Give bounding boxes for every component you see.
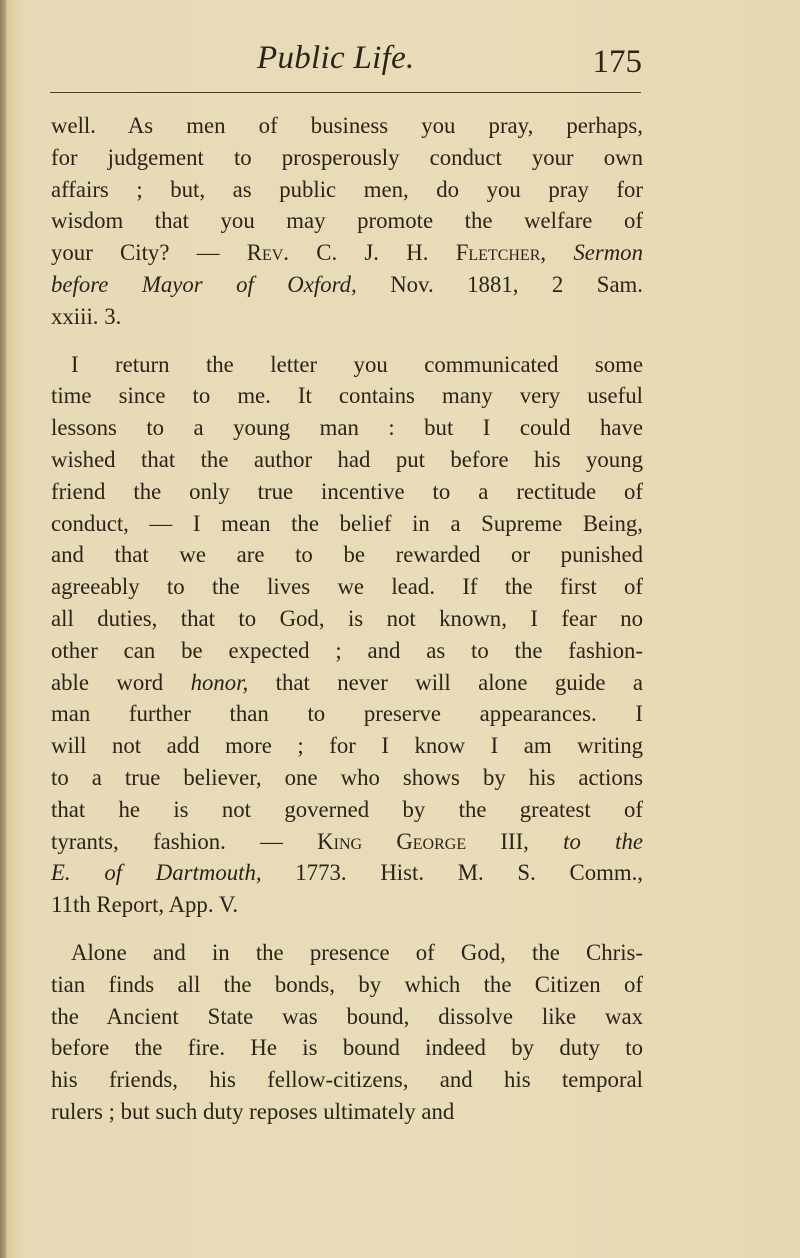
paragraph bbox=[51, 349, 643, 921]
text-line: your City? — Rev. C. J. H. Fletcher, Sermon bbox=[51, 240, 643, 266]
text-line: man further than to preserve appearances. I bbox=[51, 701, 643, 727]
text-line: wished that the author had put before his young bbox=[51, 446, 643, 472]
italic-text: honor, bbox=[190, 669, 249, 695]
body-text bbox=[51, 110, 643, 1128]
page-header bbox=[52, 30, 642, 80]
text-line: rulers ; but such duty reposes ultimately and bbox=[51, 1098, 455, 1124]
page-gutter-edge bbox=[0, 0, 6, 1258]
text-line: tyrants, fashion. — King George III, to the bbox=[51, 828, 643, 854]
paragraph-gap bbox=[51, 333, 643, 349]
paragraph-gap bbox=[51, 921, 643, 937]
text-line: and that we are to be rewarded or punished bbox=[51, 542, 643, 568]
text-line: tian finds all the bonds, by which the Citizen of bbox=[51, 971, 643, 997]
text-line: the Ancient State was bound, dissolve like wax bbox=[51, 1003, 643, 1029]
text-line: affairs ; but, as public men, do you pray for bbox=[51, 176, 643, 202]
text-line: xxiii. 3. bbox=[51, 303, 122, 329]
text-line: time since to me. It contains many very useful bbox=[51, 383, 643, 409]
page-number: 175 bbox=[592, 44, 642, 80]
running-title: Public Life. bbox=[257, 40, 415, 76]
text-line: wisdom that you may promote the welfare of bbox=[51, 208, 643, 234]
italic-text: to the bbox=[563, 828, 643, 854]
paragraph bbox=[51, 110, 643, 333]
text-line: before the fire. He is bound indeed by duty to bbox=[51, 1035, 643, 1061]
paragraph bbox=[51, 937, 643, 1128]
text-line: for judgement to prosperously conduct your own bbox=[51, 144, 643, 170]
header-rule bbox=[50, 92, 641, 93]
text-line: I return the letter you communicated some bbox=[71, 351, 643, 377]
text-line: agreeably to the lives we lead. If the first of bbox=[51, 574, 643, 600]
text-line: that he is not governed by the greatest of bbox=[51, 796, 643, 822]
text-line: able word honor, that never will alone guide a bbox=[51, 669, 643, 695]
small-caps-attribution: Rev. C. J. H. Fletcher, bbox=[246, 240, 547, 266]
text-line: friend the only true incentive to a rectitude of bbox=[51, 478, 643, 504]
text-line: his friends, his fellow-citizens, and his temporal bbox=[51, 1067, 643, 1093]
text-line: well. As men of business you pray, perhaps, bbox=[51, 113, 643, 138]
text-line: all duties, that to God, is not known, I fear no bbox=[51, 605, 643, 631]
small-caps-attribution: King George III, bbox=[317, 828, 529, 854]
text-line: will not add more ; for I know I am writing bbox=[51, 733, 643, 759]
italic-text: Sermon bbox=[573, 240, 643, 266]
text-line: Alone and in the presence of God, the Chris- bbox=[71, 939, 643, 965]
text-line: to a true believer, one who shows by his actions bbox=[51, 764, 643, 790]
text-line: other can be expected ; and as to the fashion- bbox=[51, 637, 643, 663]
text-line: E. of Dartmouth, 1773. Hist. M. S. Comm., bbox=[51, 860, 644, 886]
text-line: lessons to a young man : but I could have bbox=[51, 415, 643, 441]
italic-text: E. of Dartmouth, bbox=[51, 860, 262, 886]
text-line: 11th Report, App. V. bbox=[51, 892, 239, 918]
text-line: before Mayor of Oxford, Nov. 1881, 2 Sam. bbox=[51, 271, 643, 297]
text-line: conduct, — I mean the belief in a Supreme Being, bbox=[51, 510, 643, 536]
italic-text: before Mayor of Oxford, bbox=[51, 271, 357, 297]
